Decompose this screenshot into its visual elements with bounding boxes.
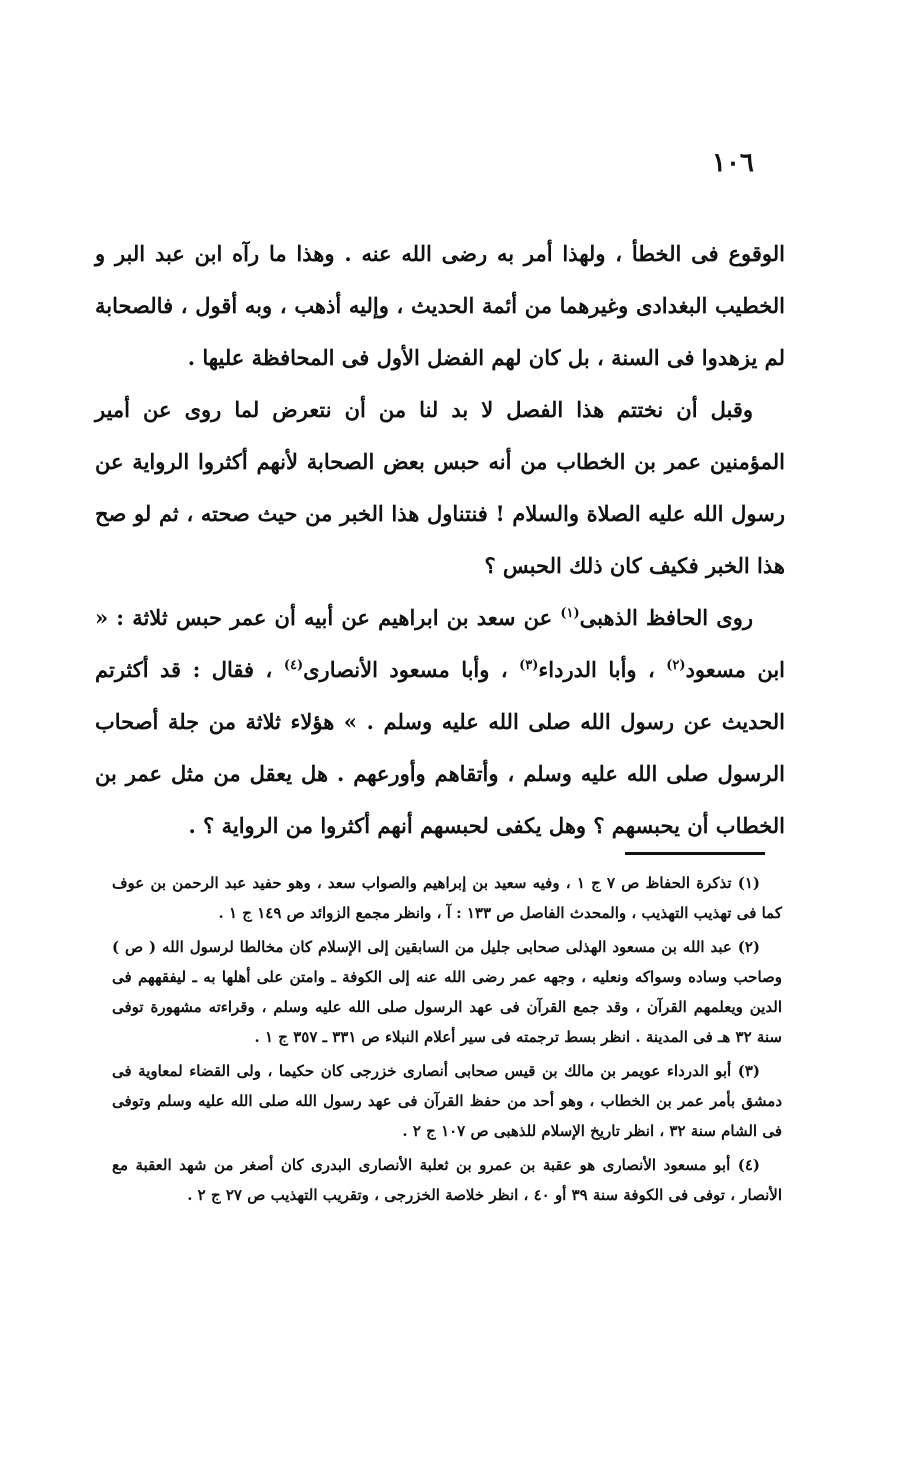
footnote-2: (٢) عبد الله بن مسعود الهذلى صحابى جليل من السابقين إلى الإسلام كان مخالطا لرسول الله ( ص ) وصاحب وساده وسواكه ونعليه ، وجهه عمر رضى الله عنه إلى الكوفة ـ وامتن على أهلها به ـ ليفقههم فى الدين ويعلمهم القرآن ، وقد جمع القرآن فى عهد الرسول صلى الله عليه وسلم ، وقراءته مشهورة توفى سنة ٣٢ هـ فى المدينة . انظر بسط ترجمته فى سير أعلام النبلاء ص ٣٣١ ـ ٣٥٧ ج ١ . xyxy=(112,938,782,1046)
paragraph-3-text-d: ، وأبا مسعود الأنصارى xyxy=(303,657,520,682)
footnote-1: (١) تذكرة الحفاظ ص ٧ ج ١ ، وفيه سعيد بن إبراهيم والصواب سعد ، وهو حفيد عبد الرحمن بن عوف كما فى تهذيب التهذيب ، والمحدث الفاصل ص ١٣٣ : آ ، وانظر مجمع الزوائد ص ١٤٩ ج ١ . xyxy=(112,874,782,922)
footnote-3: (٣) أبو الدرداء عويمر بن مالك بن قيس صحابى أنصارى خزرجى كان حكيما ، ولى القضاء لمعاوية فى دمشق بأمر عمر بن الخطاب ، وهو أحد من حفظ القرآن فى عهد رسول الله صلى الله عليه وسلم وتوفى فى الشام سنة ٣٢ ، انظر تاريخ الإسلام للذهبى ص ١٠٧ ج ٢ . xyxy=(112,1062,782,1140)
footnote-ref-3: (٣) xyxy=(519,658,539,673)
footnote-ref-4: (٤) xyxy=(283,658,304,673)
paragraph-3-text-e: ، فقال : قد أكثرتم الحديث عن رسول الله صلى الله عليه وسلم . » هؤلاء ثلاثة من جلة أصحاب الرسول صلى الله عليه وسلم ، وأتقاهم وأورعهم . هل يعقل من مثل عمر بن الخطاب أن يحبسهم ؟ وهل يكفى لحبسهم أنهم أكثروا من الرواية ؟ . xyxy=(95,657,785,838)
paragraph-3-text-a: روى الحافظ الذهبى xyxy=(579,605,754,630)
footnote-divider xyxy=(625,852,765,855)
footnote-ref-2: (٢) xyxy=(666,658,686,673)
footnotes xyxy=(112,868,782,1214)
footnote-4: (٤) أبو مسعود الأنصارى هو عقبة بن عمرو بن ثعلبة الأنصارى البدرى كان أصغر من شهد العقبة مع الأنصار ، توفى فى الكوفة سنة ٣٩ أو ٤٠ ، انظر خلاصة الخزرجى ، وتقريب التهذيب ص ٢٧ ج ٢ . xyxy=(112,1156,782,1204)
main-text xyxy=(95,228,785,852)
paragraph-1: الوقوع فى الخطأ ، ولهذا أمر به رضى الله عنه . وهذا ما رآه ابن عبد البر و الخطيب البغدادى وغيرهما من أئمة الحديث ، وإليه أذهب ، وبه أقول ، فالصحابة لم يزهدوا فى السنة ، بل كان لهم الفضل الأول فى المحافظة عليها . xyxy=(95,241,785,370)
paragraph-3-text-b: عن سعد بن ابراهيم عن أبيه أن عمر حبس ثلاثة : « ابن مسعود xyxy=(95,605,786,682)
paragraph-3-text-c: ، وأبا الدرداء xyxy=(538,657,667,682)
page-number: ١٠٦ xyxy=(712,148,754,178)
paragraph-2: وقبل أن نختتم هذا الفصل لا بد لنا من أن نتعرض لما روى عن أمير المؤمنين عمر بن الخطاب من أنه حبس بعض الصحابة لأنهم أكثروا الرواية عن رسول الله عليه الصلاة والسلام ! فنتناول هذا الخبر من حيث صحته ، ثم لو صح هذا الخبر فكيف كان ذلك الحبس ؟ xyxy=(95,397,785,578)
paragraph-3 xyxy=(95,592,785,852)
footnote-ref-1: (١) xyxy=(560,606,580,621)
